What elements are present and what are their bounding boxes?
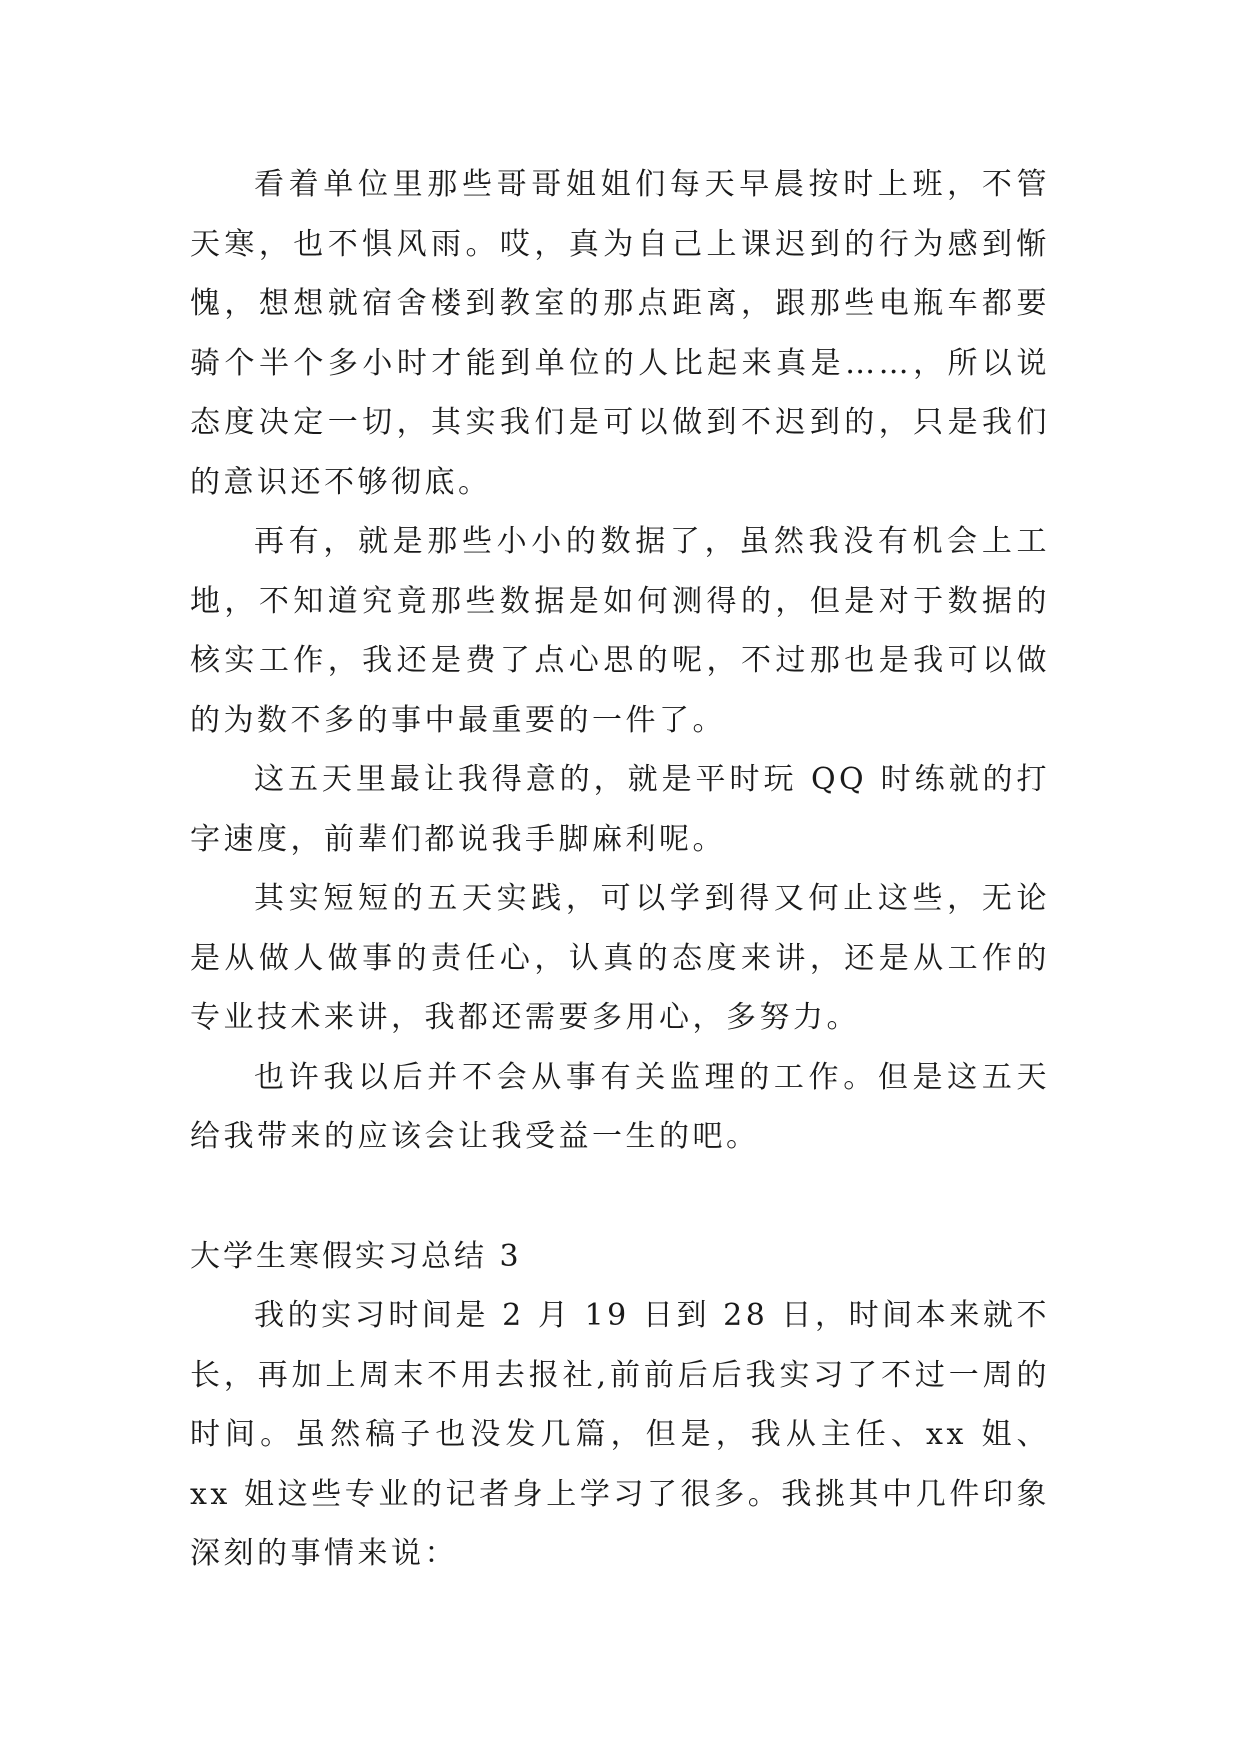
paragraph-typing-speed: 这五天里最让我得意的，就是平时玩 QQ 时练就的打字速度，前辈们都说我手脚麻利呢。	[190, 762, 1050, 857]
paragraph-data-verification: 再有，就是那些小小的数据了，虽然我没有机会上工地，不知道究竟那些数据是如何测得的，但是对于数据的核实工作，我还是费了点心思的呢，不过那也是我可以做的为数不多的事中最重要的一件了。	[190, 524, 1050, 738]
paragraph-five-day-practice: 其实短短的五天实践，可以学到得又何止这些，无论是从做人做事的责任心，认真的态度来讲，还是从工作的专业技术来讲，我都还需要多用心，多努力。	[190, 881, 1050, 1035]
document-body	[190, 155, 1050, 1584]
section-heading: 大学生寒假实习总结 3	[190, 1238, 522, 1274]
paragraph-future-work: 也许我以后并不会从事有关监理的工作。但是这五天给我带来的应该会让我受益一生的吧。	[190, 1059, 1050, 1154]
paragraph-tardiness-reflection: 看着单位里那些哥哥姐姐们每天早晨按时上班，不管天寒，也不惧风雨。哎，真为自己上课迟到的行为感到惭愧，想想就宿舍楼到教室的那点距离，跟那些电瓶车都要骑个半个多小时才能到单位的人比起来真是……，所以说态度决定一切，其实我们是可以做到不迟到的，只是我们的意识还不够彻底。	[190, 167, 1050, 500]
paragraph-internship-period: 我的实习时间是 2 月 19 日到 28 日，时间本来就不长，再加上周末不用去报社,前前后后我实习了不过一周的时间。虽然稿子也没发几篇，但是，我从主任、xx 姐、xx 姐这些专业的记者身上学习了很多。我挑其中几件印象深刻的事情来说：	[190, 1298, 1050, 1571]
